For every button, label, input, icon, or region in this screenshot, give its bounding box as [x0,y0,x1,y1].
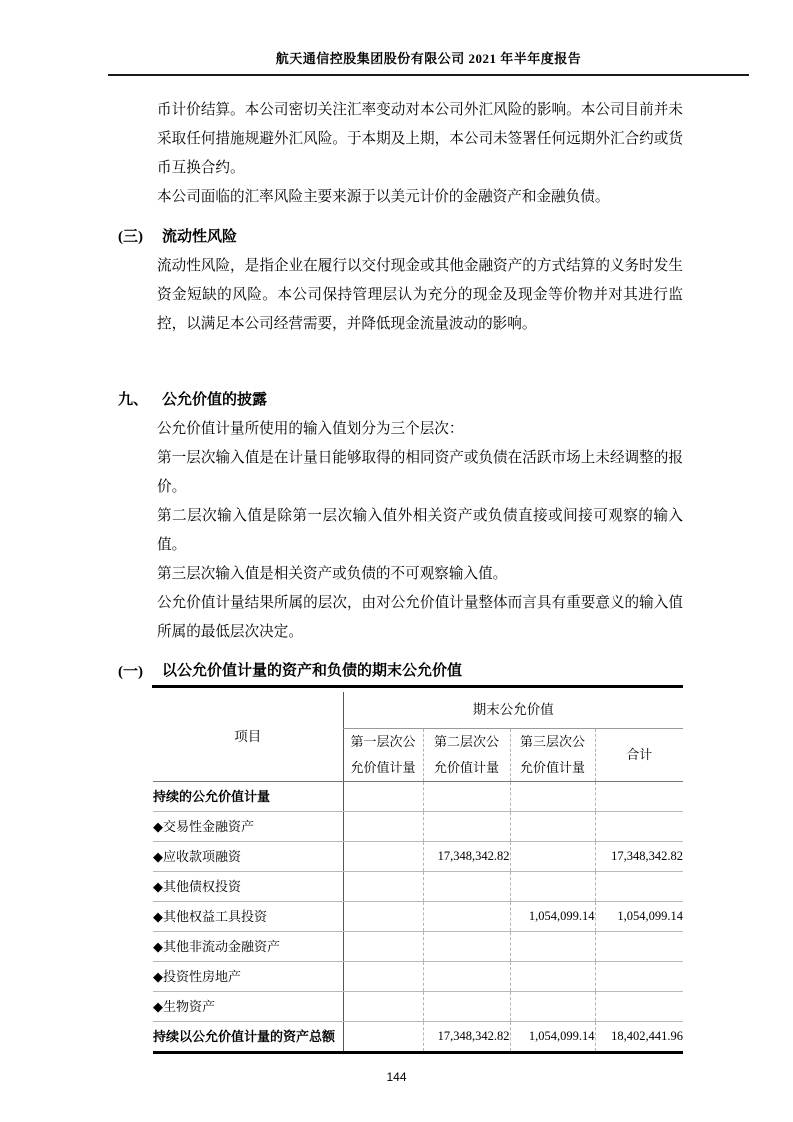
value-cell [343,781,423,811]
value-cell [423,961,510,991]
value-cell: 17,348,342.82 [423,841,510,871]
row-label-cell: 持续以公允价值计量的资产总额 [153,1021,343,1052]
paragraph-fv-levels-intro: 公允价值计量所使用的输入值划分为三个层次： [157,421,464,437]
section-title: 流动性风险 [162,229,238,245]
value-cell [510,811,595,841]
value-cell [343,931,423,961]
paragraph-fv-level3: 第三层次输入值是相关资产或负债的不可观察输入值。 [157,566,508,582]
table-row [153,901,683,931]
value-cell [510,781,595,811]
paragraph-currency-risk-1: 币计价结算。本公司密切关注汇率变动对本公司外汇风险的影响。本公司目前并未采取任何措施规避外汇风险。于本期及上期，本公司未签署任何远期外汇合约或货币互换合约。 [157,102,683,176]
column-header-total: 合计 [595,728,683,781]
page-body [118,96,683,1054]
column-header-level1: 第一层次公允价值计量 [343,728,423,781]
row-label-cell: ◆投资性房地产 [153,961,343,991]
value-cell [595,931,683,961]
value-cell [423,811,510,841]
table-row [153,991,683,1021]
paragraph-fv-level1: 第一层次输入值是在计量日能够取得的相同资产或负债在活跃市场上未经调整的报价。 [157,450,683,495]
value-cell [595,811,683,841]
paragraph-fv-level2: 第二层次输入值是除第一层次输入值外相关资产或负债直接或间接可观察的输入值。 [157,508,683,553]
value-cell [595,871,683,901]
page-header [108,48,749,76]
table-total-row [153,1021,683,1052]
row-label-cell: ◆生物资产 [153,991,343,1021]
table-row [153,961,683,991]
row-label-cell: ◆其他非流动金融资产 [153,931,343,961]
value-cell [343,871,423,901]
section-number: (三) [118,229,143,245]
value-cell [343,901,423,931]
value-cell [510,961,595,991]
subsection-number: (一) [118,664,143,680]
value-cell [423,781,510,811]
subsection-heading-period-end-fair-value [118,658,683,688]
table-row [153,871,683,901]
value-cell [343,961,423,991]
subsection-title: 以公允价值计量的资产和负债的期末公允价值 [152,658,683,688]
column-header-item: 项目 [153,692,343,781]
section-heading-liquidity-risk [118,223,683,252]
value-cell: 1,054,099.14 [510,901,595,931]
table-row [153,781,683,811]
paragraph-fv-level-determination: 公允价值计量结果所属的层次，由对公允价值计量整体而言具有重要意义的输入值所属的最低层次决定。 [157,595,683,640]
value-cell [343,1021,423,1052]
value-cell [343,841,423,871]
value-cell: 18,402,441.96 [595,1021,683,1052]
value-cell [595,781,683,811]
value-cell [595,961,683,991]
value-cell: 17,348,342.82 [595,841,683,871]
value-cell [510,871,595,901]
section-heading-fair-value-disclosure [118,386,683,415]
value-cell [343,991,423,1021]
row-label-cell: ◆其他债权投资 [153,871,343,901]
paragraph-currency-risk-2: 本公司面临的汇率风险主要来源于以美元计价的金融资产和金融负债。 [157,189,610,205]
section-number: 九、 [118,392,149,408]
section-title: 公允价值的披露 [162,392,268,408]
value-cell: 1,054,099.14 [595,901,683,931]
column-header-level3: 第三层次公允价值计量 [510,728,595,781]
value-cell [343,811,423,841]
page-number: 144 [386,1070,407,1084]
value-cell [423,901,510,931]
row-label-cell: ◆其他权益工具投资 [153,901,343,931]
group-header-period-end-fair-value: 期末公允价值 [343,692,683,728]
value-cell [510,841,595,871]
value-cell: 1,054,099.14 [510,1021,595,1052]
page-footer [0,1070,793,1084]
value-cell [423,931,510,961]
table-row [153,811,683,841]
column-header-level2: 第二层次公允价值计量 [423,728,510,781]
value-cell [595,991,683,1021]
fair-value-table [153,692,683,1054]
row-label-cell: ◆应收款项融资 [153,841,343,871]
table-group-header-row [153,692,683,728]
row-label-cell: 持续的公允价值计量 [153,781,343,811]
value-cell [423,991,510,1021]
value-cell [423,871,510,901]
value-cell: 17,348,342.82 [423,1021,510,1052]
paragraph-liquidity-risk: 流动性风险，是指企业在履行以交付现金或其他金融资产的方式结算的义务时发生资金短缺的风险。本公司保持管理层认为充分的现金及现金等价物并对其进行监控，以满足本公司经营需要，并降低现金流量波动的影响。 [157,258,683,332]
value-cell [510,991,595,1021]
row-label-cell: ◆交易性金融资产 [153,811,343,841]
report-title: 航天通信控股集团股份有限公司 2021 年半年度报告 [108,48,749,76]
value-cell [510,931,595,961]
table-row [153,841,683,871]
table-row [153,931,683,961]
